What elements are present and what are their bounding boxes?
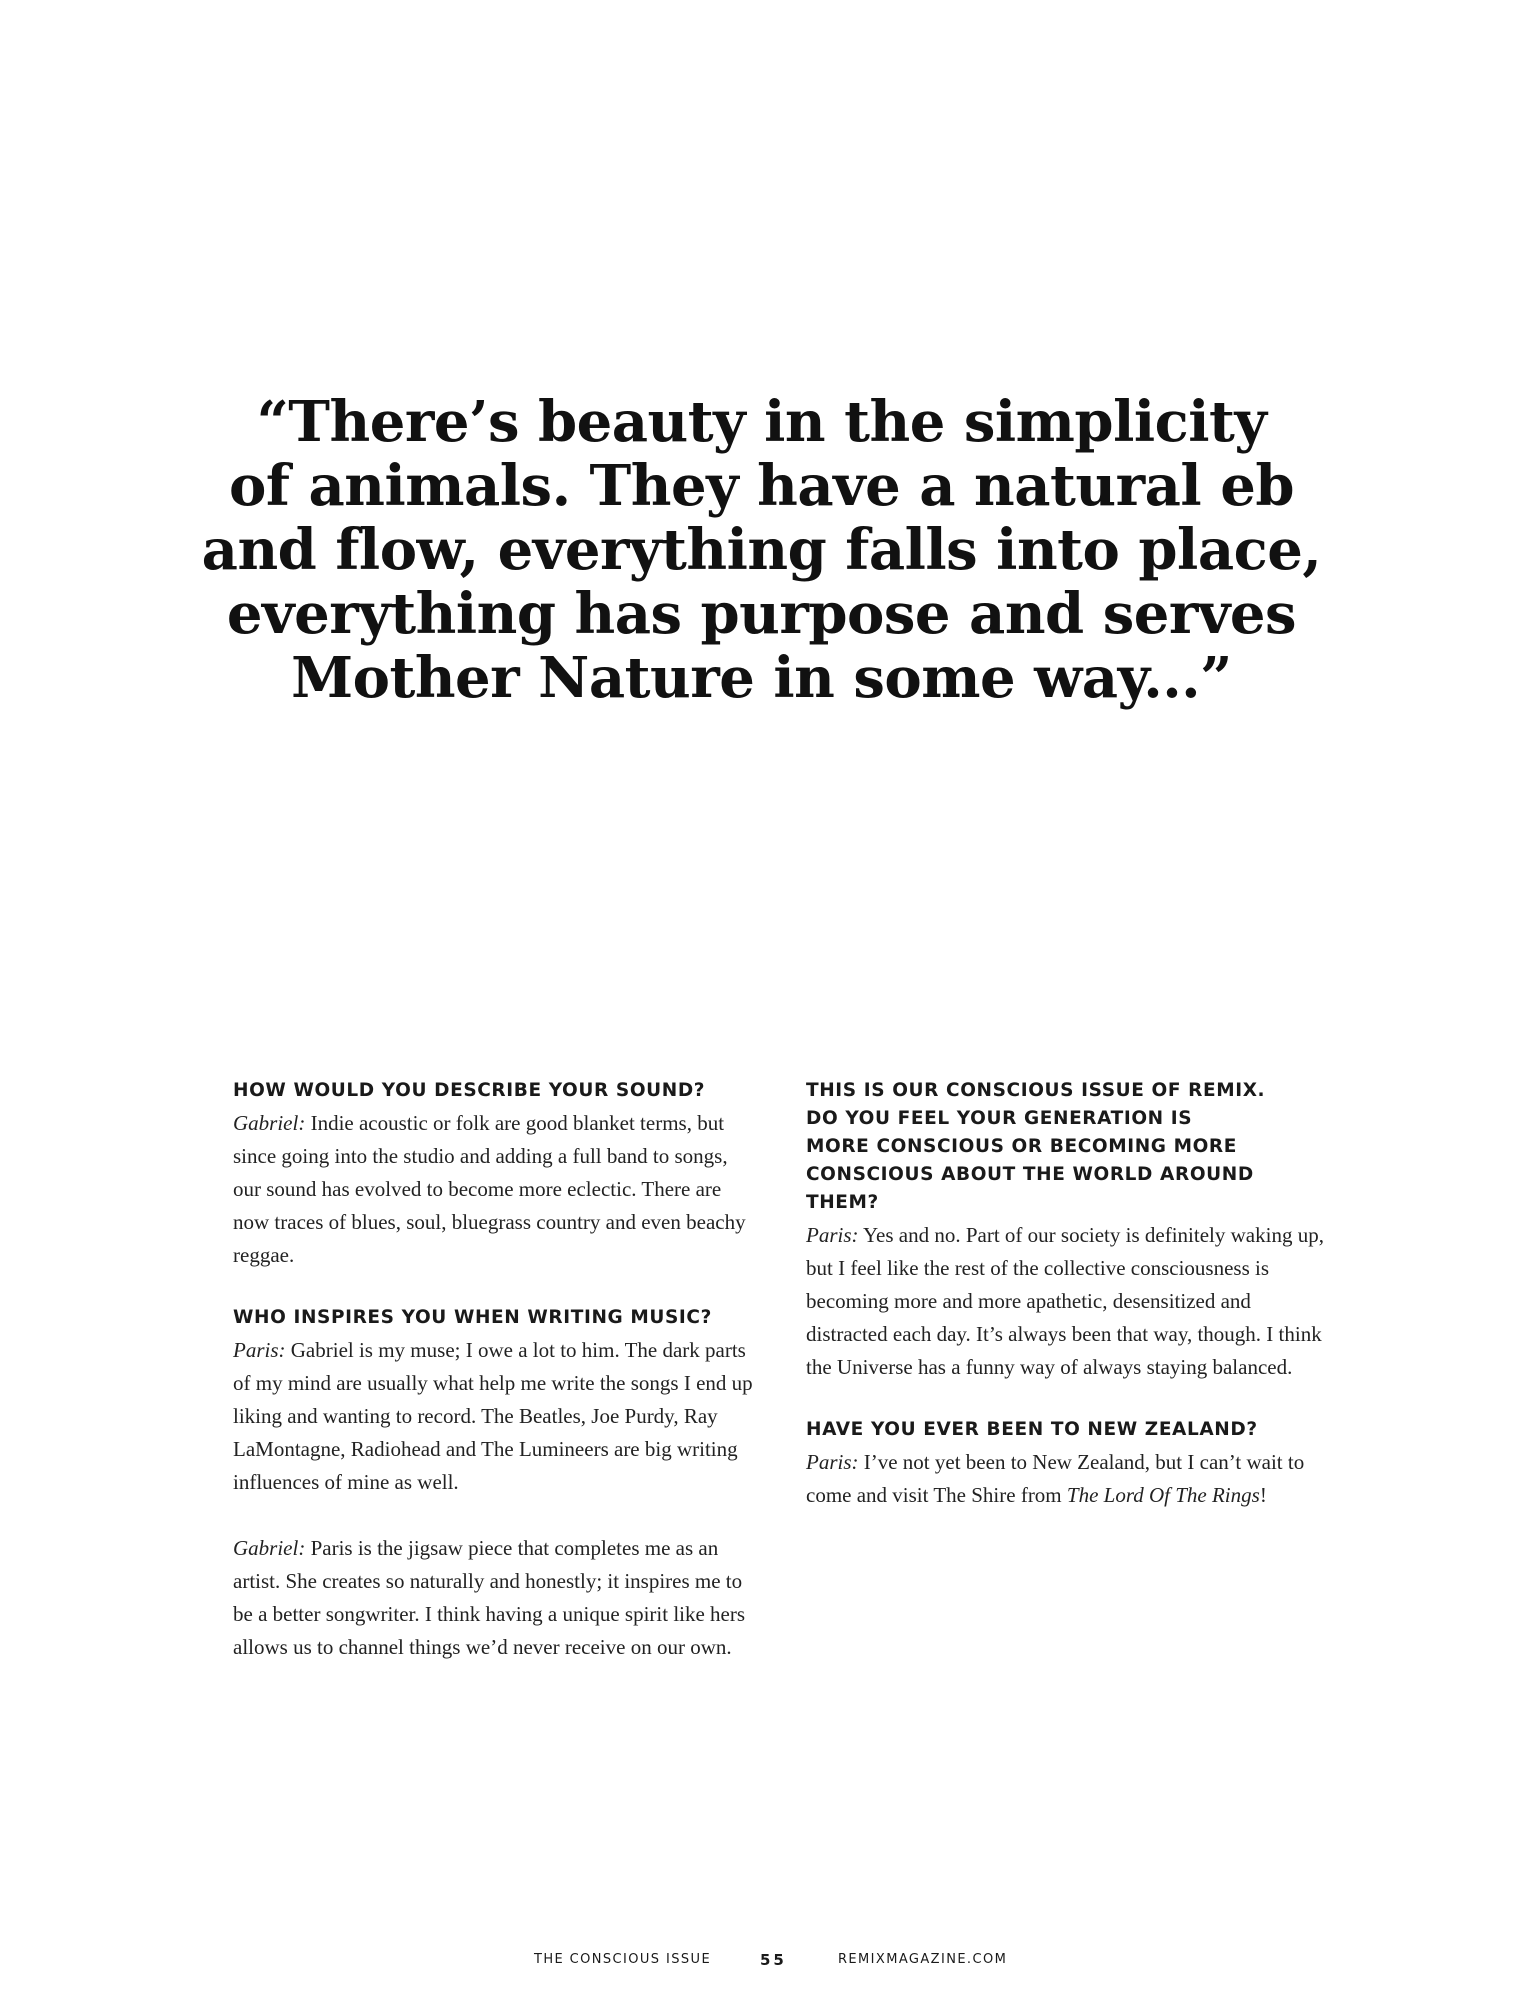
question-line: DO YOU FEEL YOUR GENERATION IS <box>806 1108 1193 1129</box>
pull-quote-line: “There’s beauty in the simplicity <box>256 389 1267 455</box>
speaker-name: Gabriel: <box>233 1111 306 1135</box>
page-footer <box>0 1952 1523 1976</box>
qa-new-zealand <box>806 1416 1326 1512</box>
qa-conscious-generation <box>806 1077 1326 1384</box>
question-line: THIS IS OUR CONSCIOUS ISSUE OF REMIX. <box>806 1080 1266 1101</box>
page-number: 55 <box>760 1951 787 1969</box>
website-url: REMIXMAGAZINE.COM <box>838 1952 1008 1967</box>
speaker-name: Paris: <box>233 1338 286 1362</box>
right-column <box>806 1077 1326 1544</box>
pull-quote-line: of animals. They have a natural eb <box>229 453 1294 519</box>
speaker-name: Paris: <box>806 1223 859 1247</box>
answer-text: I’ve not yet been to New Zealand, but I can’t wait to come and visit The Shire from <box>806 1450 1305 1507</box>
answer-text: Paris is the jigsaw piece that completes me as an artist. She creates so naturally and honestly; it inspires me to be a better songwriter. I think having a unique spirit like hers allows us to channel things we’d never receive on our own. <box>233 1536 746 1659</box>
answer-paragraph <box>233 1107 753 1272</box>
question-heading: WHO INSPIRES YOU WHEN WRITING MUSIC? <box>233 1307 712 1328</box>
question-line: MORE CONSCIOUS OR BECOMING MORE <box>806 1136 1238 1157</box>
question-heading <box>806 1077 1326 1217</box>
answer-text: Gabriel is my muse; I owe a lot to him. The dark parts of my mind are usually what help me write the songs I end up liking and wanting to record. The Beatles, Joe Purdy, Ray LaMontagne, Radiohead and The Lumineers are big writing influences of mine as well. <box>233 1338 753 1494</box>
speaker-name: Paris: <box>806 1450 859 1474</box>
question-heading: HOW WOULD YOU DESCRIBE YOUR SOUND? <box>233 1080 706 1101</box>
book-title: The Lord Of The Rings <box>1066 1483 1260 1507</box>
answer-text: Yes and no. Part of our society is definitely waking up, but I feel like the rest of the collective consciousness is becoming more and more apathetic, desensitized and distracted each day. It’s always been that way, though. I think the Universe has a funny way of always staying balanced. <box>806 1223 1324 1379</box>
issue-name: THE CONSCIOUS ISSUE <box>534 1952 712 1967</box>
qa-inspiration <box>233 1304 753 1664</box>
pull-quote <box>200 390 1323 710</box>
pull-quote-line: Mother Nature in some way...” <box>291 645 1232 711</box>
question-line: CONSCIOUS ABOUT THE WORLD AROUND <box>806 1164 1254 1185</box>
answer-paragraph <box>806 1446 1326 1512</box>
answer-text: Indie acoustic or folk are good blanket terms, but since going into the studio and adding a full band to songs, our sound has evolved to become more eclectic. There are now traces of blues, soul, bluegrass country and even beachy reggae. <box>233 1111 746 1267</box>
qa-sound <box>233 1077 753 1272</box>
question-heading: HAVE YOU EVER BEEN TO NEW ZEALAND? <box>806 1419 1258 1440</box>
answer-text: ! <box>1259 1483 1267 1507</box>
answer-paragraph <box>233 1334 753 1499</box>
left-column <box>233 1077 753 1696</box>
answer-paragraph <box>806 1219 1326 1384</box>
pull-quote-line: everything has purpose and serves <box>226 581 1297 647</box>
answer-paragraph <box>233 1532 753 1664</box>
question-line: THEM? <box>806 1192 879 1213</box>
pull-quote-line: and flow, everything falls into place, <box>201 517 1322 583</box>
speaker-name: Gabriel: <box>233 1536 306 1560</box>
